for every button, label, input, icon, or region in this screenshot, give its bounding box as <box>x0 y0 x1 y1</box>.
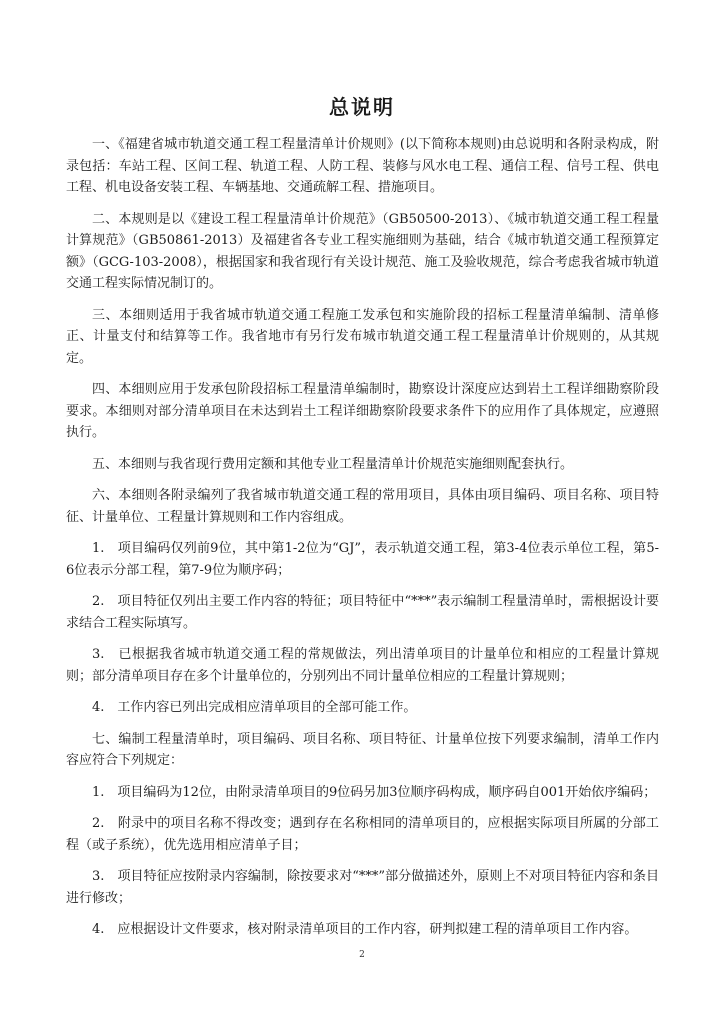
page-title: 总说明 <box>329 95 395 119</box>
list-item-6-3: 3. 已根据我省城市轨道交通工程的常规做法，列出清单项目的计量单位和相应的工程量计算规则；部分清单项目存在多个计量单位的，分别列出不同计量单位相应的工程量计算规则； <box>66 647 659 684</box>
paragraph-3: 三、本细则适用于我省城市轨道交通工程施工发承包和实施阶段的招标工程量清单编制、清单修正、计量支付和结算等工作。我省地市有另行发布城市轨道交通工程工程量清单计价规则的，从其规定。 <box>66 307 659 366</box>
list-item-7-4: 4. 应根据设计文件要求，核对附录清单项目的工作内容，研判拟建工程的清单项目工作内容。 <box>92 922 638 937</box>
paragraph-7: 七、编制工程量清单时，项目编码、项目名称、项目特征、计量单位按下列要求编制，清单工作内容应符合下列规定： <box>66 731 659 768</box>
list-item-6-2: 2. 项目特征仅列出主要工作内容的特征；项目特征中“***”表示编制工程量清单时，需根据设计要求结合工程实际填写。 <box>66 594 659 631</box>
document-body <box>66 134 659 941</box>
page-number: 2 <box>359 950 365 960</box>
list-item-6-4: 4. 工作内容已列出完成相应清单项目的全部可能工作。 <box>92 700 417 715</box>
list-item-7-2: 2. 附录中的项目名称不得改变；遇到存在名称相同的清单项目的，应根据实际项目所属的分部工程（或子系统），优先选用相应清单子目； <box>66 816 659 853</box>
paragraph-2: 二、本规则是以《建设工程工程量清单计价规范》（GB50500-2013）、《城市轨道交通工程工程量计算规范》（GB50861-2013）及福建省各专业工程实施细则为基础，结合《城市轨道交通工程预算定额》（GCG-103-2008），根据国家和我省现行有关设计规范、施工及验收规范，综合考虑我省城市轨道交通工程实际情况制订的。 <box>66 211 659 291</box>
list-item-6-1: 1. 项目编码仅列前9位，其中第1-2位为“GJ”，表示轨道交通工程，第3-4位表示单位工程，第5-6位表示分部工程，第7-9位为顺序码； <box>66 541 659 578</box>
paragraph-5: 五、本细则与我省现行费用定额和其他专业工程量清单计价规范实施细则配套执行。 <box>92 456 574 472</box>
paragraph-4: 四、本细则应用于发承包阶段招标工程量清单编制时，勘察设计深度应达到岩土工程详细勘察阶段要求。本细则对部分清单项目在未达到岩土工程详细勘察阶段要求条件下的应用作了具体规定，应遵照执行。 <box>66 382 659 440</box>
paragraph-1: 一、《福建省城市轨道交通工程工程量清单计价规则》(以下简称本规则)由总说明和各附录构成，附录包括：车站工程、区间工程、轨道工程、人防工程、装修与风水电工程、通信工程、信号工程、供电工程、机电设备安装工程、车辆基地、交通疏解工程、措施项目。 <box>66 137 659 195</box>
list-item-7-1: 1. 项目编码为12位，由附录清单项目的9位码另加3位顺序码构成，顺序码自001开始依序编码； <box>92 784 657 800</box>
paragraph-6: 六、本细则各附录编列了我省城市轨道交通工程的常用项目，具体由项目编码、项目名称、项目特征、计量单位、工程量计算规则和工作内容组成。 <box>66 488 659 525</box>
list-item-7-3: 3. 项目特征应按附录内容编制，除按要求对“***”部分做描述外，原则上不对项目特征内容和条目进行修改； <box>66 869 659 906</box>
